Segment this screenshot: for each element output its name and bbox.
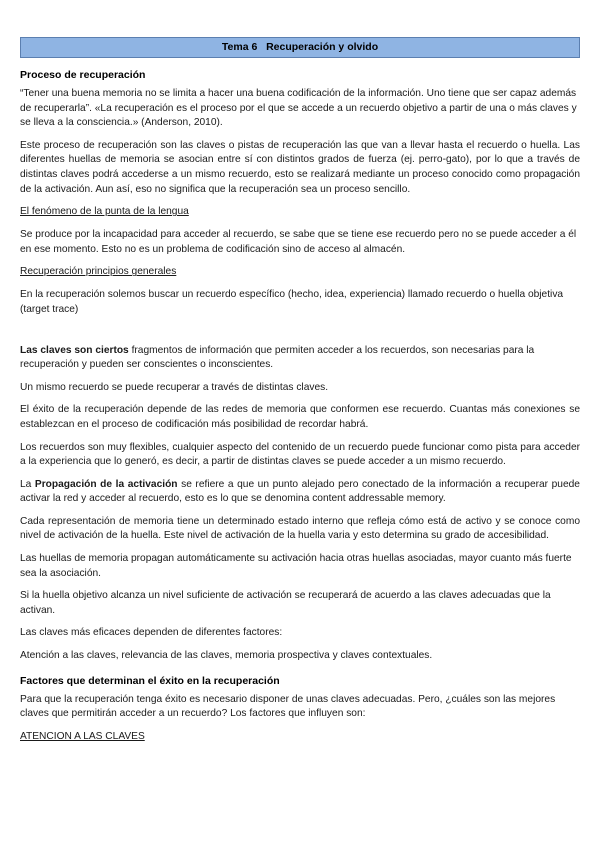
- subheading-tip-of-tongue: El fenómeno de la punta de la lengua: [20, 206, 189, 218]
- paragraph-activation-level: Cada representación de memoria tiene un determinado estado interno que refleja cómo está de activo y se conoce como nivel de activación de la huella. Este nivel de activación de la huella varia y esto determina su grado de accesibilidad.: [20, 515, 580, 542]
- paragraph-target-activation: Si la huella objetivo alcanza un nivel suficiente de activación se recuperará de acuerdo a las claves adecuadas que la activan.: [20, 590, 551, 616]
- cues-bold-lead: Las claves son ciertos: [20, 344, 129, 356]
- subheading-general-principles: Recuperación principios generales: [20, 266, 177, 278]
- topic-number: Tema 6: [221, 41, 258, 53]
- subheading-cue-attention: ATENCION A LAS CLAVES: [20, 730, 145, 742]
- paragraph-recovery-process: Este proceso de recuperación son las claves o pistas de recuperación las que van a llevar hasta el recuerdo o huella. Las diferentes huellas de memoria se asocian entre sí con distintos grados de fuerza (ej. perro-gato), por lo que a través de distintas claves podrá accederse a un mismo recuerdo, esto se realizará mediante un proceso conocido como propagación de la activación. Aun así, eso no significa que la recuperación sea un proceso sencillo.: [20, 139, 580, 195]
- paragraph-tip-of-tongue: Se produce por la incapacidad para acceder al recuerdo, se sabe que se tiene ese recuerdo pero no se puede acceder a él en ese momento. Esto no es un problema de codificación sino de acceso al almacén.: [20, 229, 577, 255]
- topic-title: Recuperación y olvido: [266, 41, 379, 53]
- quote-paragraph: “Tener una buena memoria no se limita a hacer una buena codificación de la información. Uno tiene que ser capaz además de recuperarla”. «La recuperación es el proceso por el que se accede a un recuerdo objetivo a partir de una o más claves y se lleva a la consciencia.» (Anderson, 2010).: [20, 88, 577, 129]
- paragraph-spreading-activation: La Propagación de la activación se refiere a que un punto alejado pero conectado de la información a recuperar puede activar la red y acceder al recuerdo, esto es lo que se denomina content addressable memory.: [20, 478, 580, 505]
- section-heading-success-factors: Factores que determinan el éxito en la recuperación: [20, 674, 280, 687]
- paragraph-cues-definition: Las claves son ciertos fragmentos de información que permiten acceder a los recuerdos, son necesarias para la recuperación y pueden ser conscientes o inconscientes.: [20, 344, 535, 371]
- document-page: [20, 37, 580, 753]
- section-heading-recovery-process: Proceso de recuperación: [20, 69, 146, 81]
- paragraph-cue-factors: Atención a las claves, relevancia de las claves, memoria prospectiva y claves contextuales.: [20, 650, 433, 662]
- paragraph-success-factors: Para que la recuperación tenga éxito es necesario disponer de unas claves adecuadas. Pero, ¿cuáles son las mejores claves que permitirán acceder a un recuerdo? Los factores que influyen son:: [20, 693, 556, 720]
- paragraph-general-principles: En la recuperación solemos buscar un recuerdo específico (hecho, idea, experiencia) llamado recuerdo o huella objetiva (target trace): [20, 289, 564, 315]
- paragraph-effective-cues: Las claves más eficaces dependen de diferentes factores:: [20, 627, 283, 639]
- topic-title-bar: [20, 37, 580, 58]
- paragraph-flexible-memories: Los recuerdos son muy flexibles, cualquier aspecto del contenido de un recuerdo puede funcionar como pista para acceder a la experiencia que lo generó, es decir, a partir de distintas claves se puede acceder a un mismo recuerdo.: [20, 441, 580, 468]
- paragraph-memory-networks: El éxito de la recuperación depende de las redes de memoria que conformen ese recuerdo. Cuantas más conexiones se establezcan en el proceso de codificación más posibilidad de recordar habrá.: [20, 404, 580, 430]
- spreading-activation-bold: Propagación de la activación: [34, 478, 178, 490]
- paragraph-same-memory: Un mismo recuerdo se puede recuperar a través de distintas claves.: [20, 381, 329, 393]
- paragraph-propagation: Las huellas de memoria propagan automáticamente su activación hacia otras huellas asociadas, mayor cuanto más fuerte sea la asociación.: [20, 553, 572, 579]
